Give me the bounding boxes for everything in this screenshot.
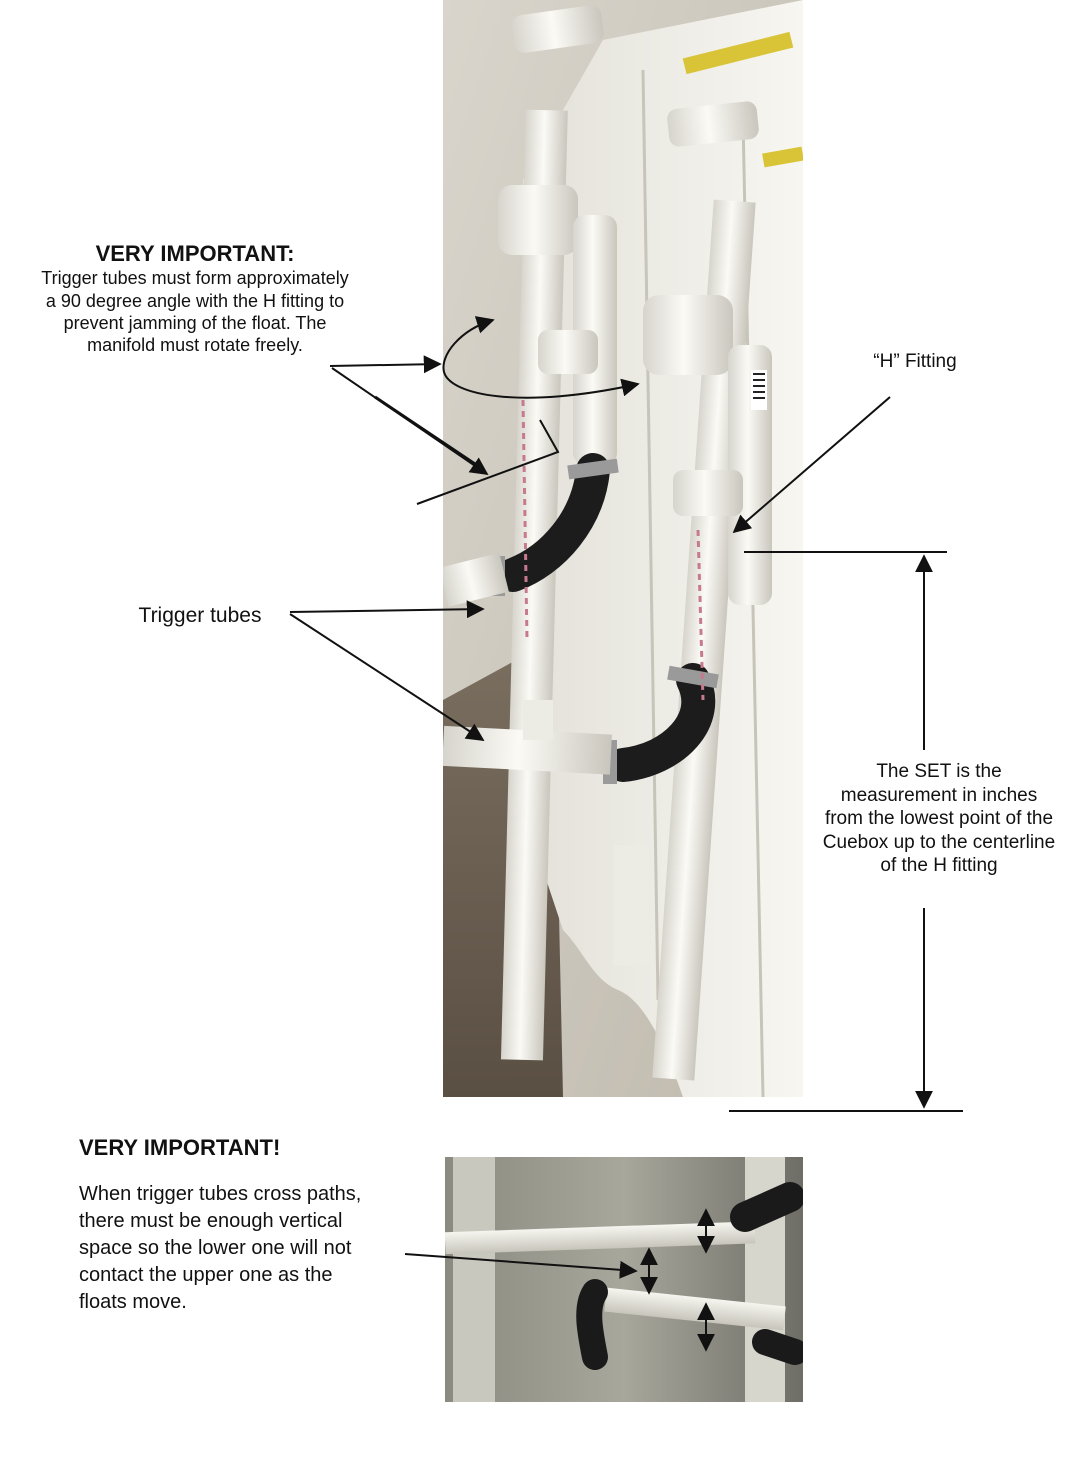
h-fitting-arrow: [734, 397, 890, 532]
set-note-line: The SET is the: [876, 761, 1002, 782]
trigger-tubes-arrow: [290, 614, 483, 740]
top-note-line: a 90 degree angle with the H fitting to: [45, 290, 345, 311]
h-fitting-label: “H” Fitting: [873, 351, 957, 372]
bottom-note-line: floats move.: [79, 1291, 187, 1314]
bottom-note-line: When trigger tubes cross paths,: [79, 1183, 362, 1206]
top-note-line: manifold must rotate freely.: [87, 335, 303, 356]
trigger-tubes-label: Trigger tubes: [138, 604, 262, 627]
set-note: [808, 760, 1070, 878]
bottom-note-line: there must be enough vertical: [79, 1210, 343, 1233]
top-note-arrow: [330, 364, 440, 366]
rotation-arrow-icon: [443, 320, 638, 398]
trigger-tubes-arrow: [290, 609, 483, 612]
bottom-note-arrow: [405, 1254, 636, 1271]
bottom-note-line: space so the lower one will not: [79, 1237, 352, 1260]
set-note-line: from the lowest point of the: [824, 808, 1054, 830]
set-note-line: measurement in inches: [840, 784, 1038, 806]
angle-indicator-line: [417, 420, 558, 504]
bottom-note: [79, 1134, 419, 1316]
set-note-line: of the H fitting: [880, 855, 998, 877]
bottom-note-heading: VERY IMPORTANT!: [79, 1135, 281, 1160]
top-note-arrow-shadow: [375, 397, 484, 470]
bottom-note-line: contact the upper one as the: [79, 1264, 333, 1287]
top-note: [10, 240, 380, 357]
top-note-line: Trigger tubes must form approximately: [41, 268, 349, 289]
set-note-line: Cuebox up to the centerline: [822, 831, 1056, 853]
top-note-line: prevent jamming of the float. The: [63, 312, 327, 333]
top-note-heading: VERY IMPORTANT:: [95, 241, 295, 266]
